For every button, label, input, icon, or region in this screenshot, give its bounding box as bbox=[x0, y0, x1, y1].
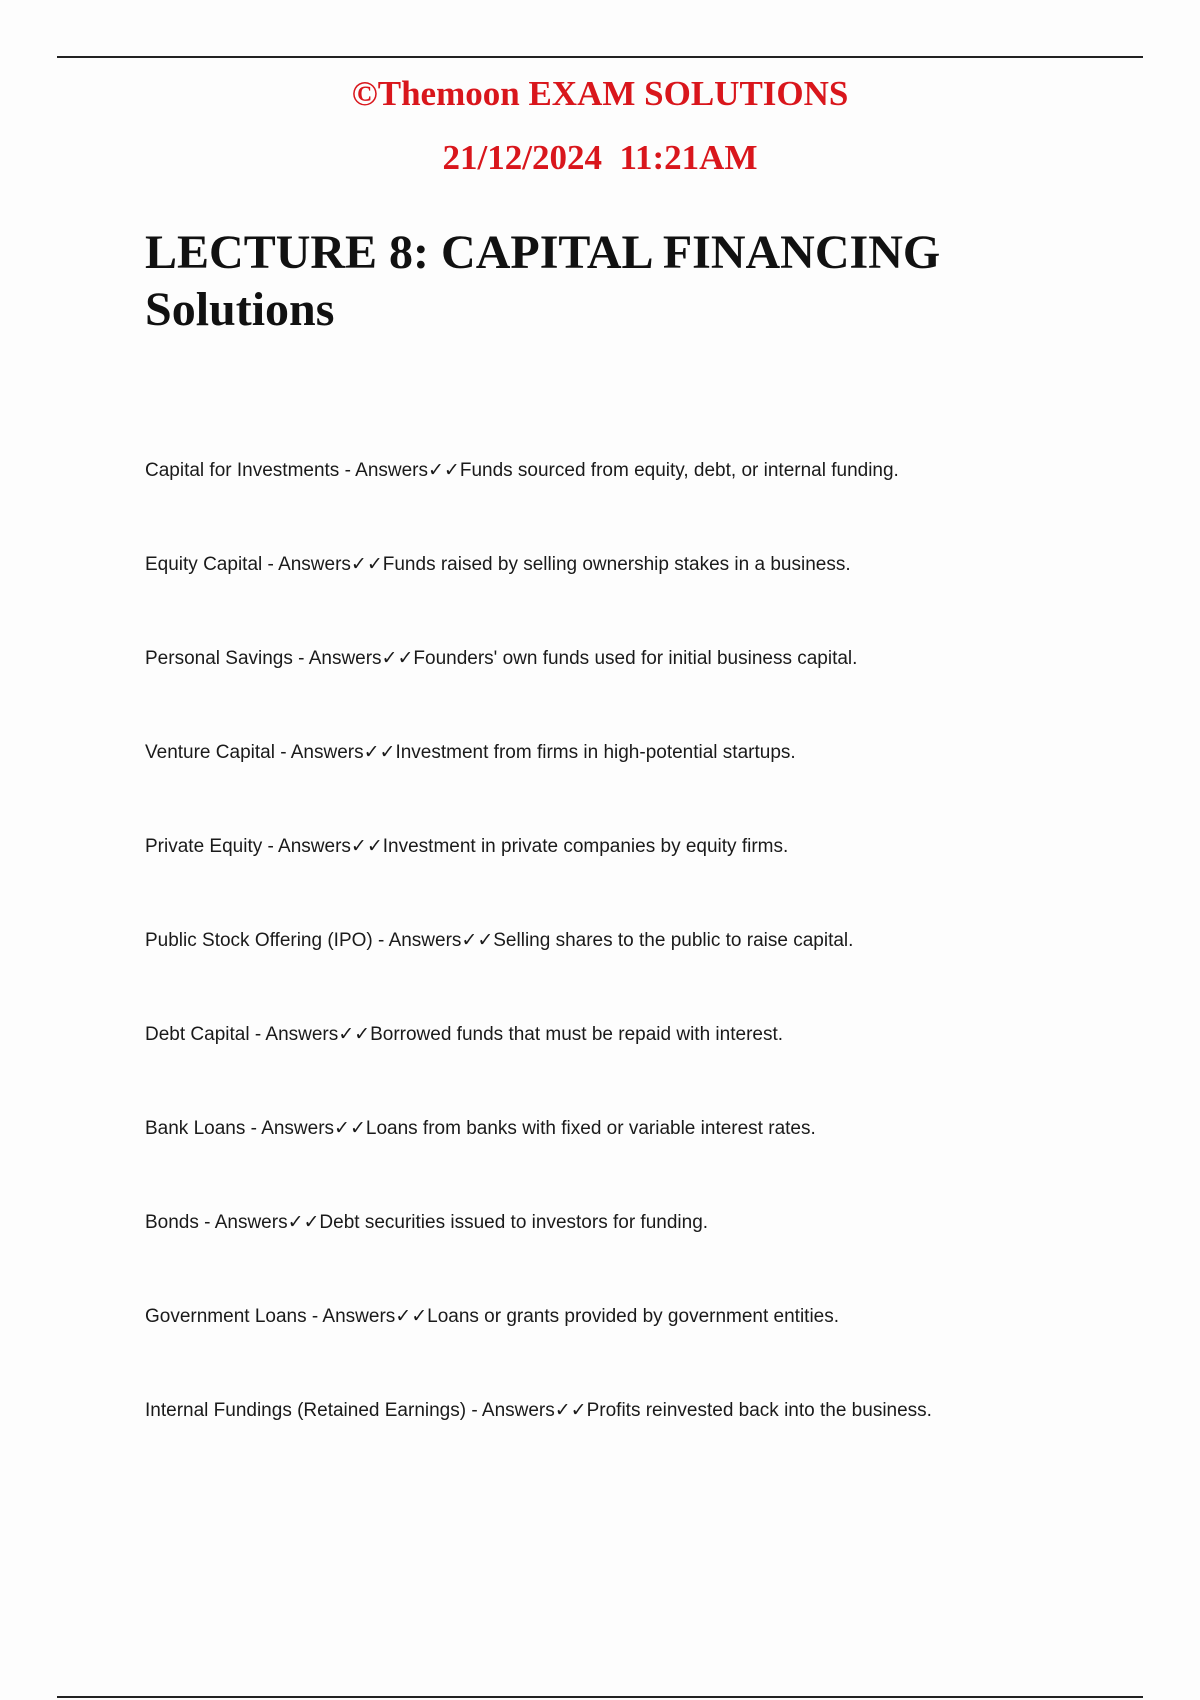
timestamp-header: 21/12/2024 11:21AM bbox=[442, 138, 758, 177]
qa-item: Internal Fundings (Retained Earnings) - Answers✓✓Profits reinvested back into the business. bbox=[145, 1400, 932, 1421]
qa-item: Debt Capital - Answers✓✓Borrowed funds that must be repaid with interest. bbox=[145, 1024, 784, 1045]
top-divider bbox=[57, 56, 1143, 58]
qa-list bbox=[145, 458, 1105, 1492]
page-title: LECTURE 8: CAPITAL FINANCING Solutions bbox=[145, 226, 941, 336]
brand-header: ©Themoon EXAM SOLUTIONS bbox=[351, 74, 849, 113]
bottom-divider bbox=[57, 1696, 1143, 1698]
qa-item: Public Stock Offering (IPO) - Answers✓✓Selling shares to the public to raise capital. bbox=[145, 930, 854, 951]
qa-item: Government Loans - Answers✓✓Loans or grants provided by government entities. bbox=[145, 1306, 840, 1327]
qa-item: Venture Capital - Answers✓✓Investment from firms in high-potential startups. bbox=[145, 742, 796, 763]
qa-item: Private Equity - Answers✓✓Investment in private companies by equity firms. bbox=[145, 836, 789, 857]
qa-item: Capital for Investments - Answers✓✓Funds sourced from equity, debt, or internal funding. bbox=[145, 460, 899, 481]
qa-item: Bank Loans - Answers✓✓Loans from banks with fixed or variable interest rates. bbox=[145, 1118, 816, 1139]
qa-item: Bonds - Answers✓✓Debt securities issued to investors for funding. bbox=[145, 1212, 709, 1233]
qa-item: Personal Savings - Answers✓✓Founders' own funds used for initial business capital. bbox=[145, 648, 858, 669]
qa-item: Equity Capital - Answers✓✓Funds raised by selling ownership stakes in a business. bbox=[145, 554, 851, 575]
